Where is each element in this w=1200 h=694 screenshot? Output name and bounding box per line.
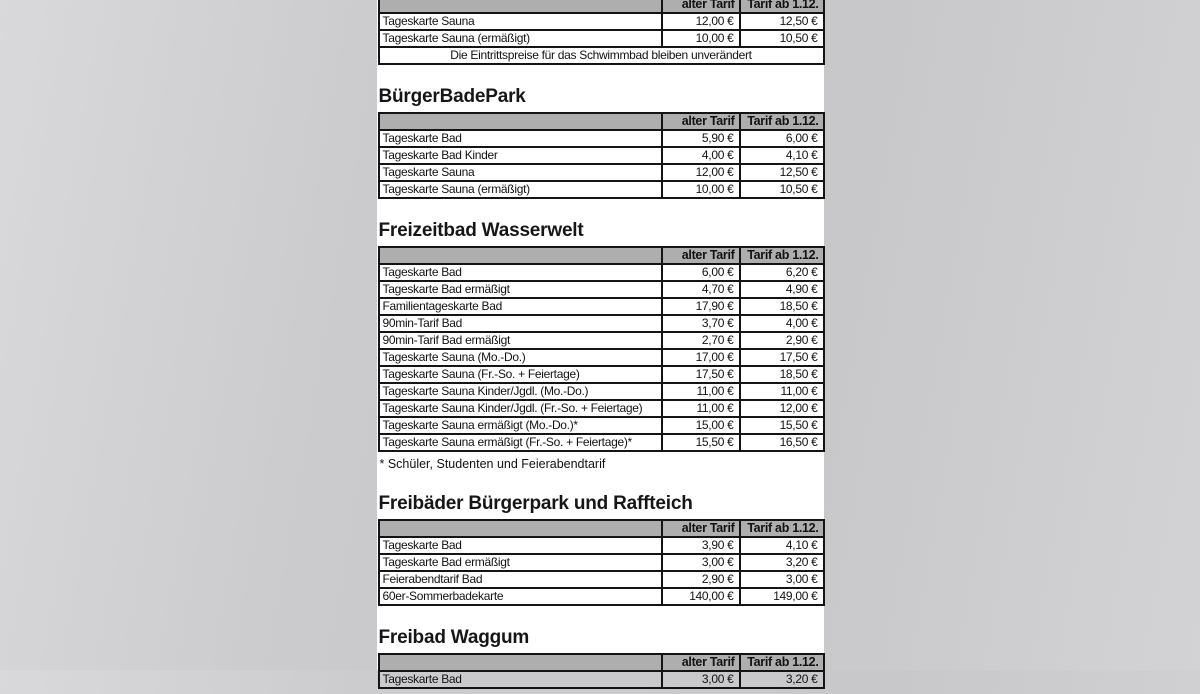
tariff-label-cell: Tageskarte Sauna (ermäßigt) (379, 30, 662, 47)
new-tariff-cell: 11,00 € (740, 383, 824, 400)
tariff-label-cell: Tageskarte Bad Kinder (379, 147, 662, 164)
section-freibaeder (378, 492, 823, 606)
tariff-label-cell: 60er-Sommerbadekarte (379, 588, 662, 605)
header-empty-cell (379, 654, 662, 671)
new-tariff-cell: 12,50 € (740, 164, 824, 181)
table-row (379, 13, 824, 30)
header-empty-cell (379, 520, 662, 537)
tariff-label-cell: Tageskarte Sauna Kinder/Jgdl. (Fr.-So. + Feiertage) (379, 400, 662, 417)
header-old-tariff: alter Tarif (662, 113, 740, 130)
section-waggum (378, 626, 823, 689)
header-new-tariff: Tarif ab 1.12. (740, 113, 824, 130)
table-row (379, 130, 824, 147)
table-header-row (379, 113, 824, 130)
new-tariff-cell: 12,50 € (740, 13, 824, 30)
new-tariff-cell: 3,00 € (740, 571, 824, 588)
section-title: Freizeitbad Wasserwelt (378, 220, 584, 241)
table-header-row (379, 247, 824, 264)
old-tariff-cell: 140,00 € (662, 588, 740, 605)
tariff-label-cell: Tageskarte Sauna (Fr.-So. + Feiertage) (379, 366, 662, 383)
old-tariff-cell: 15,50 € (662, 434, 740, 451)
table-row (379, 315, 824, 332)
table-row (379, 588, 824, 605)
tariff-label-cell: Familientageskarte Bad (379, 298, 662, 315)
tariff-label-cell: Tageskarte Sauna (379, 13, 662, 30)
old-tariff-cell: 3,90 € (662, 537, 740, 554)
old-tariff-cell: 17,00 € (662, 349, 740, 366)
old-tariff-cell: 17,50 € (662, 366, 740, 383)
table-row (379, 147, 824, 164)
old-tariff-cell: 11,00 € (662, 383, 740, 400)
new-tariff-cell: 18,50 € (740, 366, 824, 383)
old-tariff-cell: 3,00 € (662, 671, 740, 688)
table-header-row (379, 0, 824, 13)
new-tariff-cell: 3,20 € (740, 671, 824, 688)
table-row (379, 554, 824, 571)
old-tariff-cell: 2,70 € (662, 332, 740, 349)
header-new-tariff: Tarif ab 1.12. (740, 0, 824, 13)
new-tariff-cell: 6,00 € (740, 130, 824, 147)
old-tariff-cell: 3,70 € (662, 315, 740, 332)
tariff-table (378, 519, 825, 606)
new-tariff-cell: 17,50 € (740, 349, 824, 366)
old-tariff-cell: 10,00 € (662, 181, 740, 198)
table-row (379, 571, 824, 588)
table-row (379, 671, 824, 688)
table-row (379, 383, 824, 400)
old-tariff-cell: 12,00 € (662, 13, 740, 30)
header-old-tariff: alter Tarif (662, 247, 740, 264)
tariff-table (378, 653, 825, 689)
tariff-label-cell: Tageskarte Sauna (Mo.-Do.) (379, 349, 662, 366)
table-footnote: * Schüler, Studenten und Feierabendtarif (379, 457, 606, 471)
header-old-tariff: alter Tarif (662, 654, 740, 671)
table-row (379, 281, 824, 298)
section-wasserwelt (378, 219, 823, 472)
table-row (379, 366, 824, 383)
new-tariff-cell: 149,00 € (740, 588, 824, 605)
section-title: Freibad Waggum (378, 627, 530, 648)
tariff-label-cell: Tageskarte Sauna (379, 164, 662, 181)
table-row (379, 417, 824, 434)
tariff-label-cell: Tageskarte Bad ermäßigt (379, 281, 662, 298)
header-empty-cell (379, 0, 662, 13)
tariff-label-cell: Feierabendtarif Bad (379, 571, 662, 588)
new-tariff-cell: 16,50 € (740, 434, 824, 451)
old-tariff-cell: 5,90 € (662, 130, 740, 147)
tariff-table (378, 112, 825, 199)
header-empty-cell (379, 113, 662, 130)
tariff-label-cell: Tageskarte Sauna Kinder/Jgdl. (Mo.-Do.) (379, 383, 662, 400)
table-row (379, 164, 824, 181)
table-row (379, 264, 824, 281)
new-tariff-cell: 4,90 € (740, 281, 824, 298)
tariff-label-cell: Tageskarte Sauna (ermäßigt) (379, 181, 662, 198)
tariff-label-cell: Tageskarte Sauna ermäßigt (Mo.-Do.)* (379, 417, 662, 434)
header-old-tariff: alter Tarif (662, 0, 740, 13)
tariff-label-cell: Tageskarte Bad (379, 671, 662, 688)
header-empty-cell (379, 247, 662, 264)
document-page (377, 0, 824, 686)
table-row (379, 181, 824, 198)
new-tariff-cell: 18,50 € (740, 298, 824, 315)
tariff-table (378, 246, 825, 452)
section-schwimmbad-top (378, 0, 823, 65)
section-title: Freibäder Bürgerpark und Raffteich (378, 493, 693, 514)
old-tariff-cell: 4,00 € (662, 147, 740, 164)
old-tariff-cell: 3,00 € (662, 554, 740, 571)
table-row (379, 349, 824, 366)
new-tariff-cell: 12,00 € (740, 400, 824, 417)
tariff-label-cell: 90min-Tarif Bad ermäßigt (379, 332, 662, 349)
section-title: BürgerBadePark (378, 86, 526, 107)
old-tariff-cell: 2,90 € (662, 571, 740, 588)
new-tariff-cell: 15,50 € (740, 417, 824, 434)
header-new-tariff: Tarif ab 1.12. (740, 520, 824, 537)
tariff-table (378, 0, 825, 65)
table-note: Die Eintrittspreise für das Schwimmbad bleiben unverändert (379, 47, 824, 64)
new-tariff-cell: 4,10 € (740, 537, 824, 554)
table-row (379, 30, 824, 47)
table-row (379, 332, 824, 349)
new-tariff-cell: 2,90 € (740, 332, 824, 349)
new-tariff-cell: 4,00 € (740, 315, 824, 332)
table-header-row (379, 654, 824, 671)
section-buergerbadepark (378, 85, 823, 199)
new-tariff-cell: 10,50 € (740, 181, 824, 198)
header-old-tariff: alter Tarif (662, 520, 740, 537)
tariff-label-cell: Tageskarte Bad (379, 130, 662, 147)
header-new-tariff: Tarif ab 1.12. (740, 654, 824, 671)
table-row (379, 298, 824, 315)
old-tariff-cell: 15,00 € (662, 417, 740, 434)
tariff-label-cell: Tageskarte Bad ermäßigt (379, 554, 662, 571)
new-tariff-cell: 10,50 € (740, 30, 824, 47)
old-tariff-cell: 11,00 € (662, 400, 740, 417)
table-row (379, 434, 824, 451)
new-tariff-cell: 6,20 € (740, 264, 824, 281)
new-tariff-cell: 4,10 € (740, 147, 824, 164)
new-tariff-cell: 3,20 € (740, 554, 824, 571)
table-header-row (379, 520, 824, 537)
table-row (379, 537, 824, 554)
old-tariff-cell: 6,00 € (662, 264, 740, 281)
table-row (379, 400, 824, 417)
table-note-row (379, 47, 824, 64)
tariff-label-cell: Tageskarte Bad (379, 264, 662, 281)
header-new-tariff: Tarif ab 1.12. (740, 247, 824, 264)
tariff-label-cell: Tageskarte Bad (379, 537, 662, 554)
old-tariff-cell: 17,90 € (662, 298, 740, 315)
old-tariff-cell: 10,00 € (662, 30, 740, 47)
old-tariff-cell: 4,70 € (662, 281, 740, 298)
tariff-label-cell: 90min-Tarif Bad (379, 315, 662, 332)
old-tariff-cell: 12,00 € (662, 164, 740, 181)
tariff-label-cell: Tageskarte Sauna ermäßigt (Fr.-So. + Feiertage)* (379, 434, 662, 451)
